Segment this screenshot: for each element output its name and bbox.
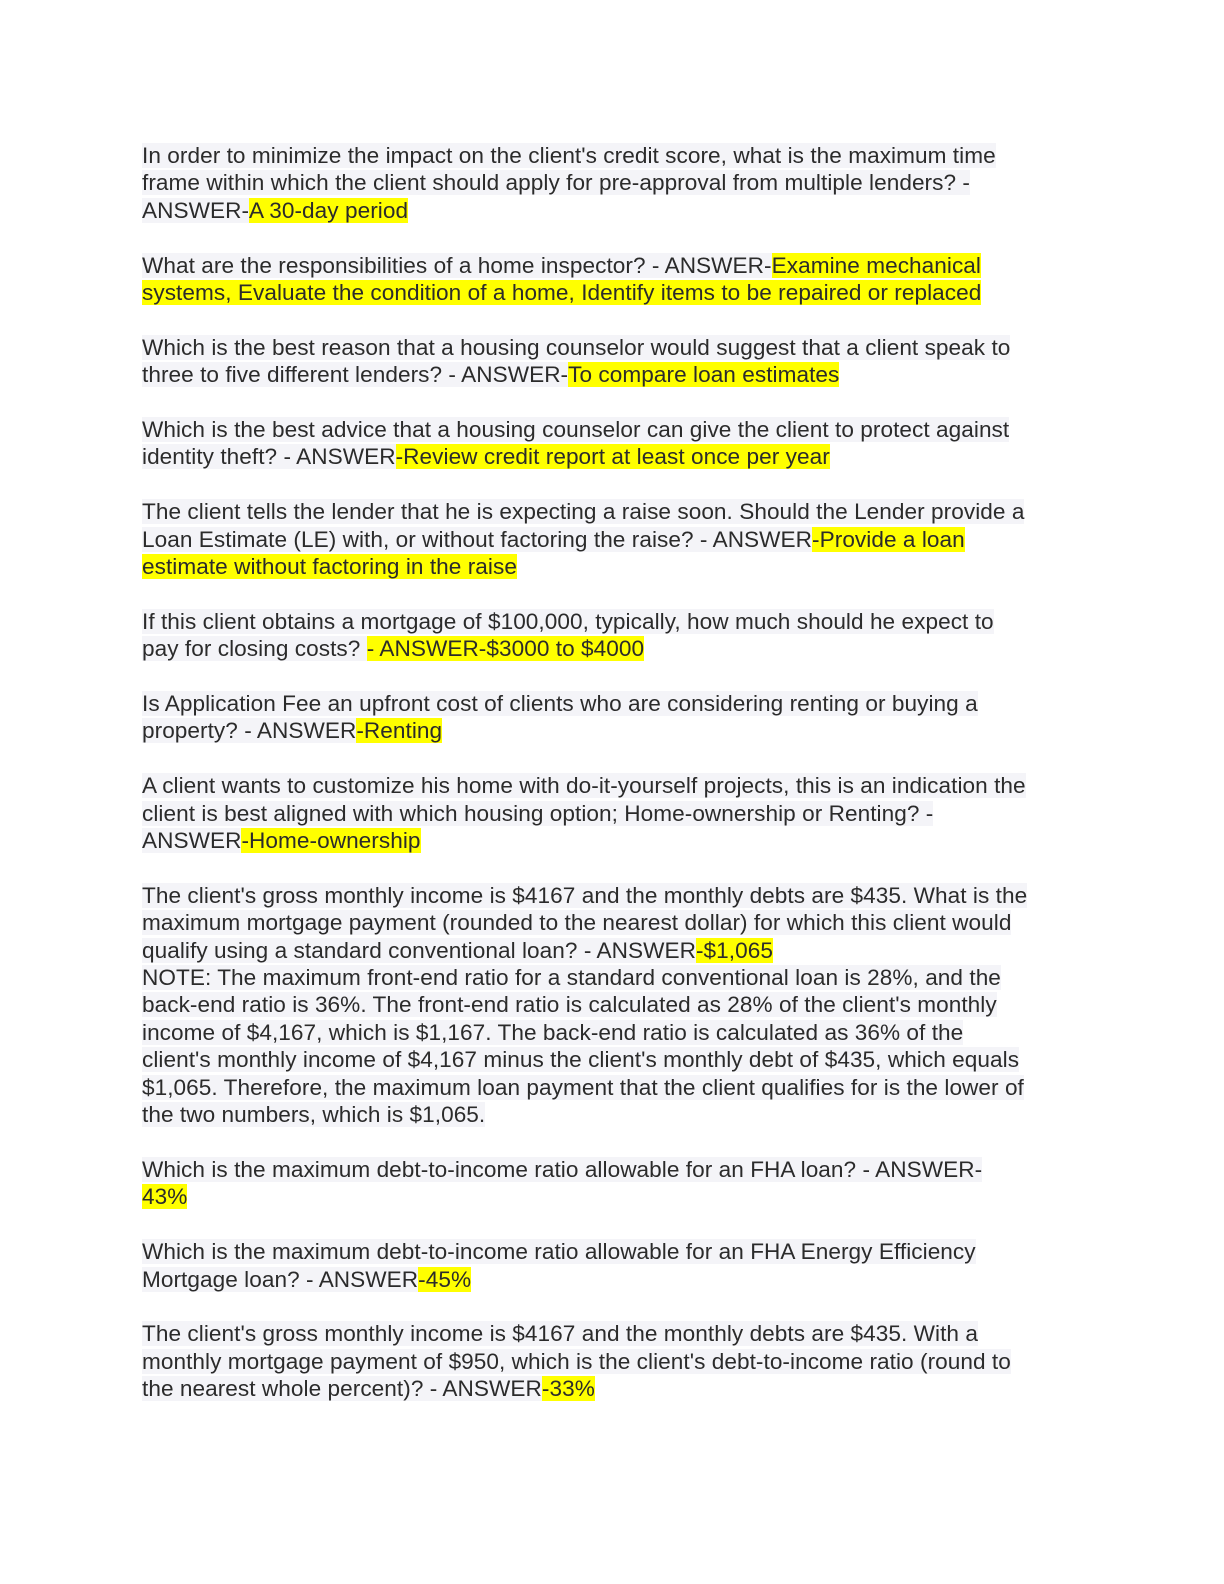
text-line <box>142 553 1077 580</box>
question-text: monthly mortgage payment of $950, which is the client's debt-to-income ratio (round to <box>142 1348 1011 1374</box>
question-text: client is best aligned with which housing option; Home-ownership or Renting? - <box>142 800 934 826</box>
text-line <box>142 169 1077 196</box>
question-text: three to five different lenders? - ANSWER- <box>142 362 569 388</box>
question-text: income of $4,167, which is $1,167. The back-end ratio is calculated as 36% of the <box>142 1019 964 1045</box>
answer-highlight: -Home-ownership <box>241 828 421 854</box>
question-text: frame within which the client should apply for pre-approval from multiple lenders? - <box>142 170 970 196</box>
answer-highlight: -45% <box>418 1266 472 1292</box>
answer-highlight: 43% <box>142 1184 188 1210</box>
qa-item <box>142 772 1077 854</box>
qa-item <box>142 882 1077 1129</box>
question-text: back-end ratio is 36%. The front-end ratio is calculated as 28% of the client's monthly <box>142 992 997 1018</box>
text-line <box>142 1266 1077 1293</box>
question-text: ANSWER <box>142 828 242 854</box>
text-line <box>142 964 1077 991</box>
text-line <box>142 197 1077 224</box>
answer-highlight: -Provide a loan <box>812 526 965 552</box>
text-line <box>142 1156 1077 1183</box>
question-text: Is Application Fee an upfront cost of clients who are considering renting or buying a <box>142 691 978 717</box>
question-text: Which is the maximum debt-to-income ratio allowable for an FHA loan? - ANSWER- <box>142 1156 983 1182</box>
question-text: property? - ANSWER <box>142 718 357 744</box>
qa-item <box>142 498 1077 580</box>
answer-highlight: -$1,065 <box>695 937 773 963</box>
answer-highlight: To compare loan estimates <box>568 362 840 388</box>
text-line <box>142 1348 1077 1375</box>
text-line <box>142 361 1077 388</box>
text-line <box>142 800 1077 827</box>
text-line <box>142 937 1077 964</box>
question-text: The client tells the lender that he is expecting a raise soon. Should the Lender provide a <box>142 499 1025 525</box>
question-text: What are the responsibilities of a home inspector? - ANSWER- <box>142 252 772 278</box>
text-line <box>142 142 1077 169</box>
question-text: client's monthly income of $4,167 minus the client's monthly debt of $435, which equals <box>142 1047 1020 1073</box>
question-text: The client's gross monthly income is $4167 and the monthly debts are $435. With a <box>142 1321 978 1347</box>
qa-item <box>142 416 1077 471</box>
text-line <box>142 991 1077 1018</box>
text-line <box>142 1019 1077 1046</box>
question-text: Which is the best reason that a housing counselor would suggest that a client speak to <box>142 334 1011 360</box>
qa-item <box>142 1156 1077 1211</box>
text-line <box>142 772 1077 799</box>
text-line <box>142 1320 1077 1347</box>
qa-item <box>142 690 1077 745</box>
text-line <box>142 635 1077 662</box>
question-text: NOTE: The maximum front-end ratio for a standard conventional loan is 28%, and the <box>142 965 1001 991</box>
text-line <box>142 882 1077 909</box>
question-text: If this client obtains a mortgage of $100,000, typically, how much should he expect to <box>142 608 994 634</box>
qa-item <box>142 252 1077 307</box>
qa-item <box>142 1320 1077 1402</box>
text-line <box>142 526 1077 553</box>
answer-highlight: -Review credit report at least once per year <box>395 444 830 470</box>
qa-item <box>142 334 1077 389</box>
question-text: qualify using a standard conventional loan? - ANSWER <box>142 937 696 963</box>
text-line <box>142 252 1077 279</box>
answer-highlight: A 30-day period <box>249 197 409 223</box>
question-text: the two numbers, which is $1,065. <box>142 1102 486 1128</box>
question-text: In order to minimize the impact on the client's credit score, what is the maximum time <box>142 143 996 168</box>
answer-highlight: estimate without factoring in the raise <box>142 554 517 580</box>
question-text: pay for closing costs? <box>142 636 367 662</box>
question-text: Which is the best advice that a housing counselor can give the client to protect against <box>142 417 1010 443</box>
answer-highlight: systems, Evaluate the condition of a home, Identify items to be repaired or replaced <box>142 280 982 306</box>
qa-item <box>142 608 1077 663</box>
text-line <box>142 334 1077 361</box>
text-line <box>142 416 1077 443</box>
text-line <box>142 443 1077 470</box>
question-text: $1,065. Therefore, the maximum loan payment that the client qualifies for is the lower of <box>142 1074 1024 1100</box>
question-text: A client wants to customize his home with do-it-yourself projects, this is an indication the <box>142 773 1026 799</box>
question-text: The client's gross monthly income is $4167 and the monthly debts are $435. What is the <box>142 882 1028 908</box>
answer-highlight: -Renting <box>356 718 443 744</box>
question-text: the nearest whole percent)? - ANSWER <box>142 1376 542 1402</box>
question-text: Mortgage loan? - ANSWER <box>142 1266 419 1292</box>
text-line <box>142 279 1077 306</box>
text-line <box>142 1238 1077 1265</box>
question-text: maximum mortgage payment (rounded to the nearest dollar) for which this client would <box>142 910 1012 936</box>
text-line <box>142 1183 1077 1210</box>
text-line <box>142 1046 1077 1073</box>
text-line <box>142 498 1077 525</box>
question-text: ANSWER- <box>142 197 250 223</box>
question-text: identity theft? - ANSWER <box>142 444 396 470</box>
text-line <box>142 909 1077 936</box>
text-line <box>142 717 1077 744</box>
text-line <box>142 608 1077 635</box>
text-line <box>142 1101 1077 1128</box>
answer-highlight: - ANSWER-$3000 to $4000 <box>366 636 645 662</box>
answer-highlight: -33% <box>541 1376 595 1402</box>
document-page <box>142 142 1077 1430</box>
qa-item <box>142 1238 1077 1293</box>
text-line <box>142 690 1077 717</box>
answer-highlight: Examine mechanical <box>771 252 981 278</box>
qa-item <box>142 142 1077 224</box>
question-text: Loan Estimate (LE) with, or without factoring the raise? - ANSWER <box>142 526 813 552</box>
text-line <box>142 1375 1077 1402</box>
question-text: Which is the maximum debt-to-income ratio allowable for an FHA Energy Efficiency <box>142 1239 976 1265</box>
text-line <box>142 827 1077 854</box>
text-line <box>142 1074 1077 1101</box>
